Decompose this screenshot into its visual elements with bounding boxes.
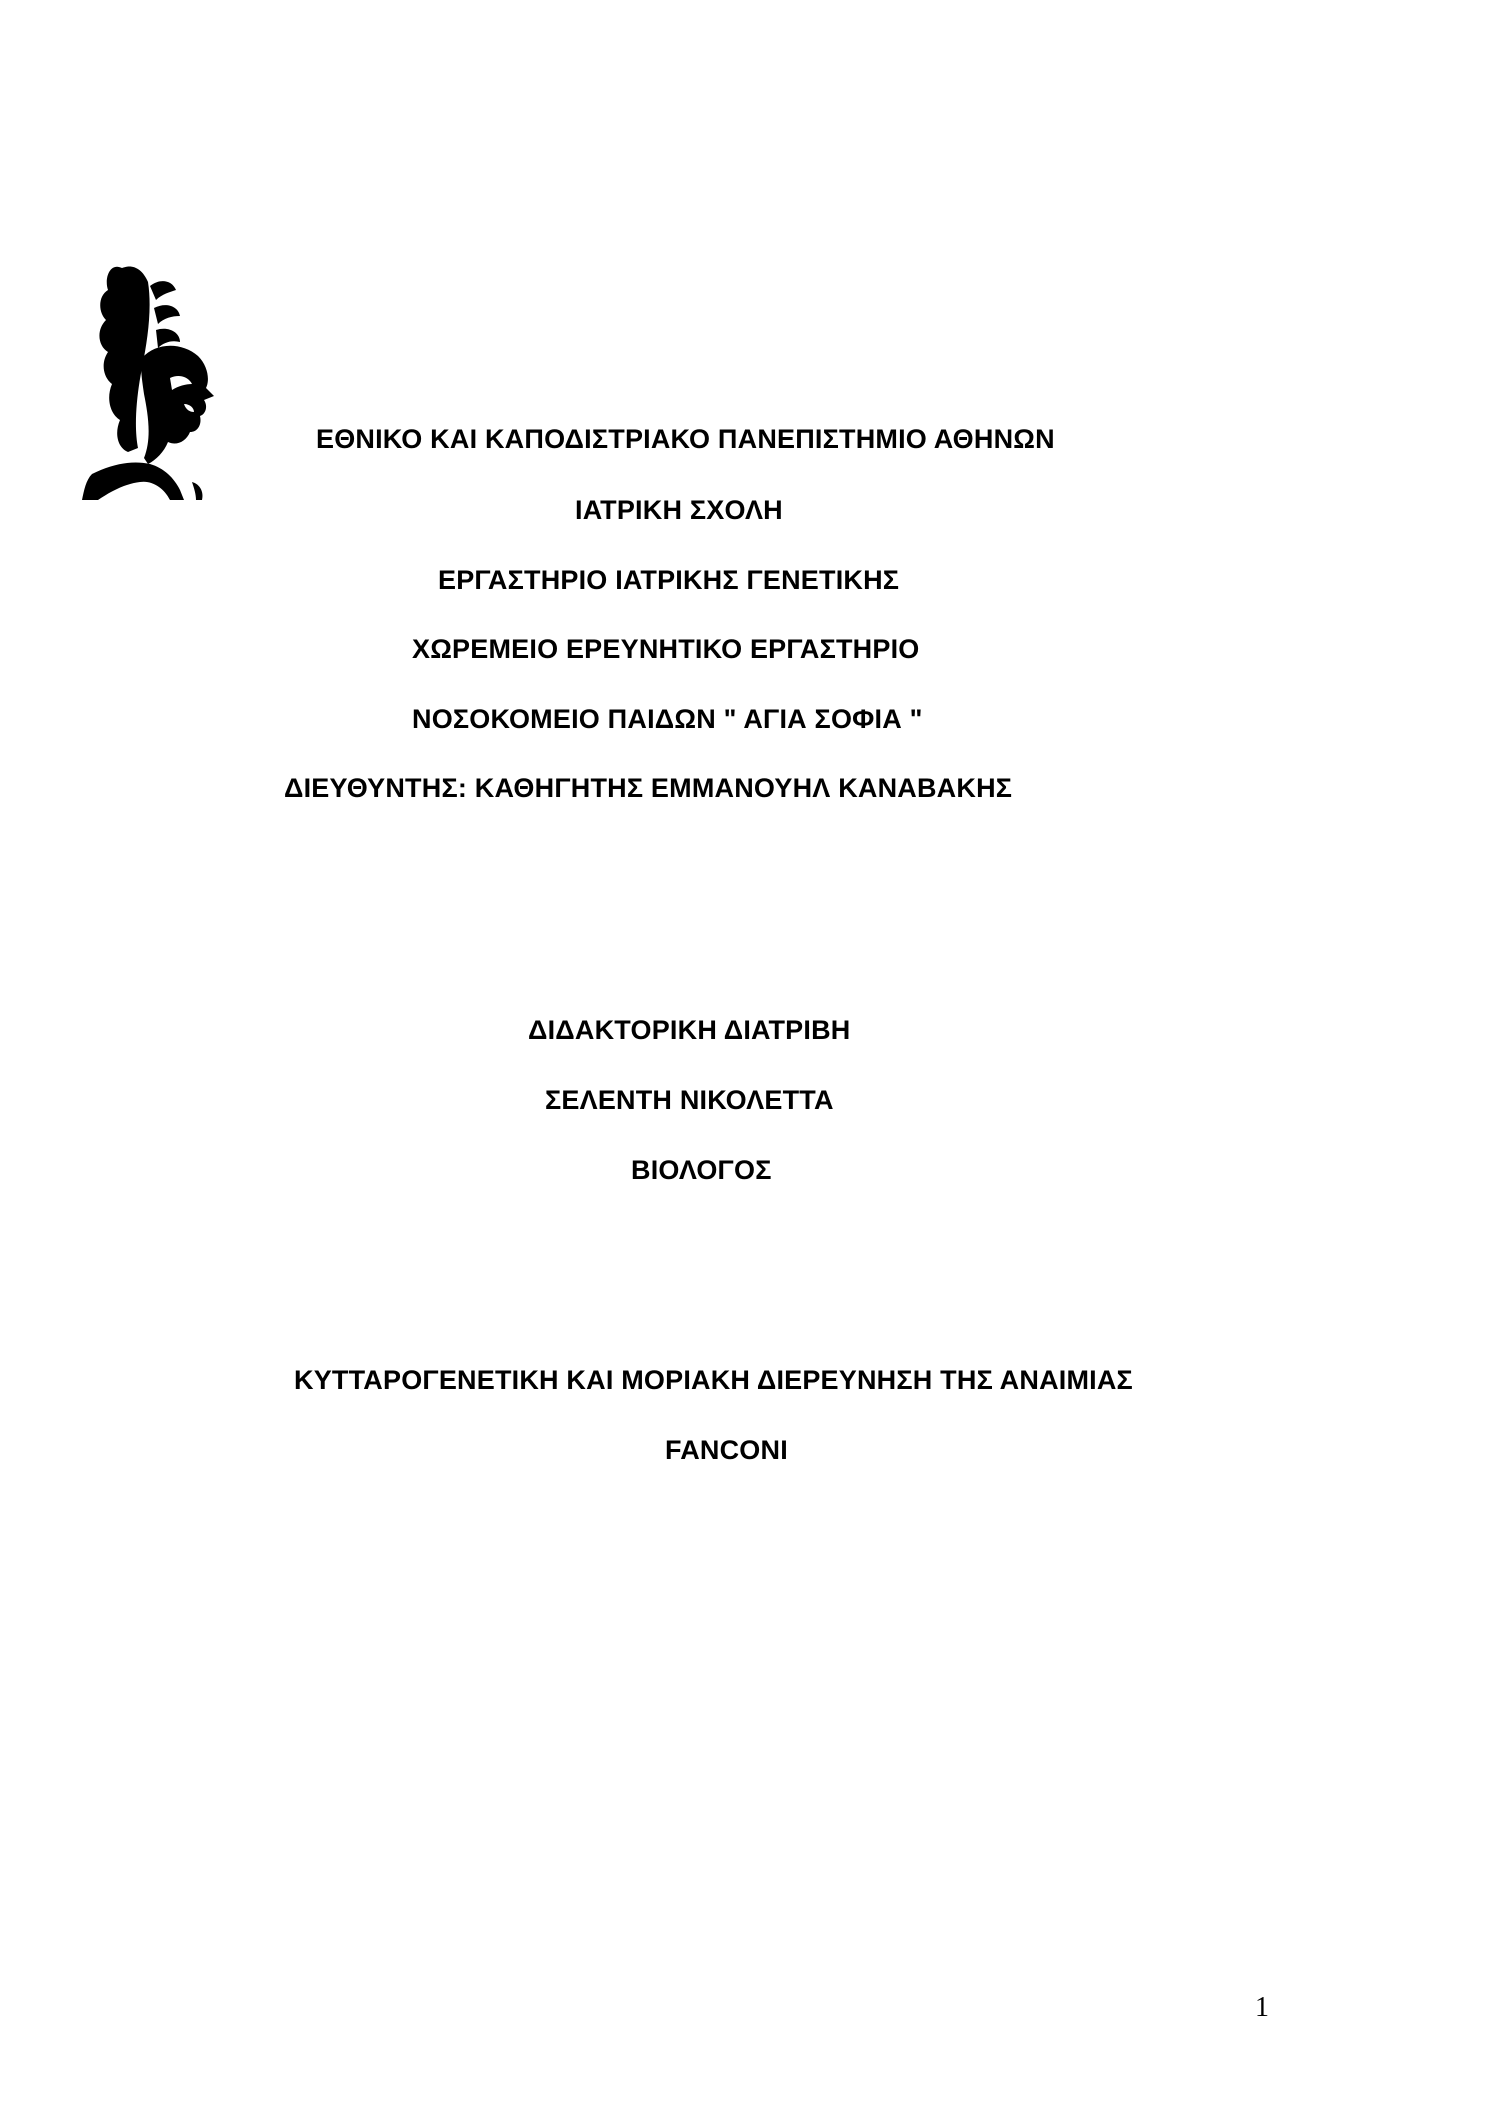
author-profession: ΒΙΟΛΟΓΟΣ [631, 1155, 772, 1185]
research-lab-name: ΧΩΡΕΜΕΙΟ ΕΡΕΥΝΗΤΙΚΟ ΕΡΓΑΣΤΗΡΙΟ [412, 634, 920, 664]
laboratory-name: ΕΡΓΑΣΤΗΡΙΟ ΙΑΤΡΙΚΗΣ ΓΕΝΕΤΙΚΗΣ [438, 565, 900, 595]
hospital-name: ΝΟΣΟΚΟΜΕΙΟ ΠΑΙΔΩΝ " ΑΓΙΑ ΣΟΦΙΑ " [412, 704, 923, 734]
thesis-type: ΔΙΔΑΚΤΟΡΙΚΗ ΔΙΑΤΡΙΒΗ [528, 1015, 851, 1045]
thesis-title-line-1: ΚΥΤΤΑΡΟΓΕΝΕΤΙΚΗ ΚΑΙ ΜΟΡΙΑΚΗ ΔΙΕΡΕΥΝΗΣΗ ΤΗΣ ΑΝΑΙΜΙΑΣ [294, 1365, 1133, 1395]
helmet-face [141, 346, 214, 464]
shoulder-edge [192, 482, 203, 500]
school-name: ΙΑΤΡΙΚΗ ΣΧΟΛΗ [575, 495, 783, 525]
crest-feathers [150, 281, 180, 348]
director-line: ΔΙΕΥΘΥΝΤΗΣ: ΚΑΘΗΓΗΤΗΣ ΕΜΜΑΝΟΥΗΛ ΚΑΝΑΒΑΚΗΣ [284, 773, 1013, 803]
university-name: ΕΘΝΙΚΟ ΚΑΙ ΚΑΠΟΔΙΣΤΡΙΑΚΟ ΠΑΝΕΠΙΣΤΗΜΙΟ ΑΘΗΝΩΝ [316, 424, 1055, 454]
athena-head-logo-icon [52, 238, 232, 508]
thesis-author: ΣΕΛΕΝΤΗ ΝΙΚΟΛΕΤΤΑ [545, 1085, 834, 1115]
page-number: 1 [1255, 1992, 1269, 2023]
thesis-title-line-2: FANCONI [665, 1435, 788, 1465]
neck-shoulders [82, 462, 184, 500]
